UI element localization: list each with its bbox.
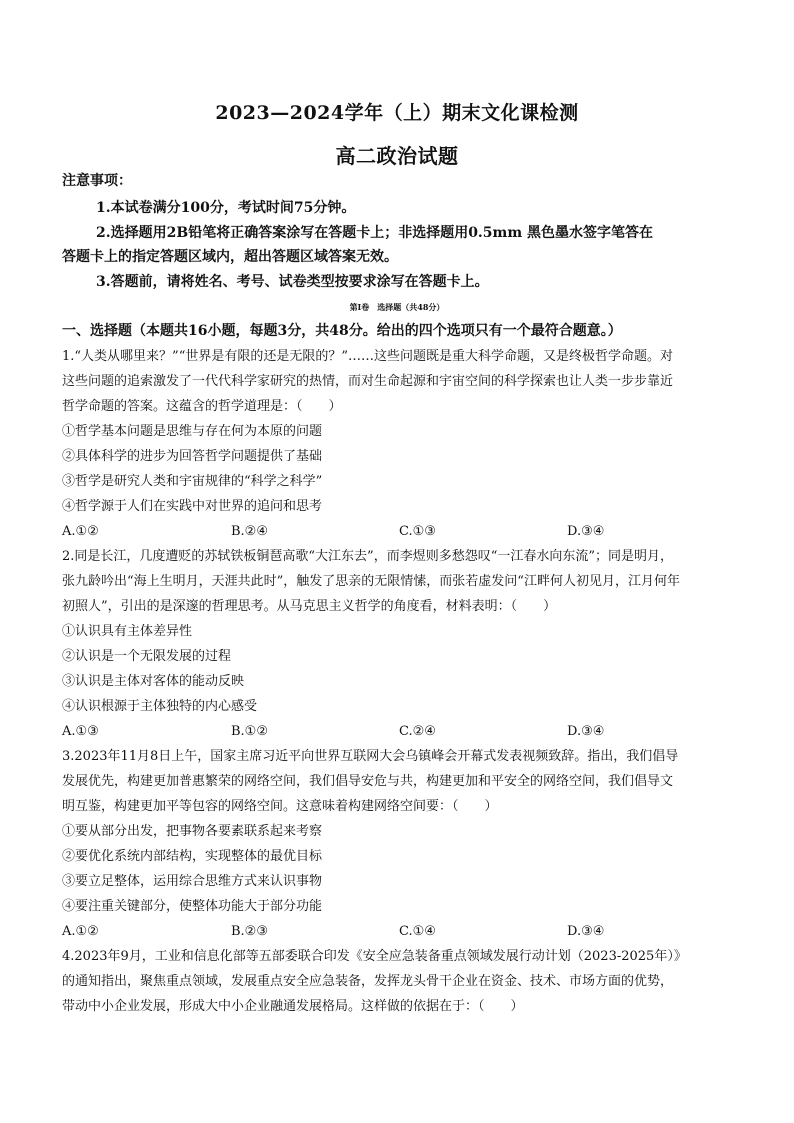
question-stem: 带动中小企业发展，形成大中小企业融通发展格局。这样做的依据在于：（ ）: [62, 999, 524, 1014]
question-stem: 的通知指出，聚焦重点领域，发展重点安全应急装备，发挥龙头骨干企业在资金、技术、市场方面的优势，: [62, 974, 674, 989]
answer-choice-a: A.①②: [62, 924, 99, 939]
statement-option: ①哲学基本问题是思维与存在何为本原的问题: [62, 424, 323, 439]
answer-choice-d: D.③④: [567, 724, 605, 739]
statement-option: ①要从部分出发，把事物各要素联系起来考察: [62, 824, 323, 839]
statement-option: ①认识具有主体差异性: [62, 624, 193, 639]
answer-choice-c: C.①④: [399, 924, 436, 939]
part-title: 一、选择题（本题共16小题，每题3分，共48分。给出的四个选项只有一个最符合题意。）: [62, 323, 622, 339]
question-stem: 这些问题的追索激发了一代代科学家研究的热情，而对生命起源和宇宙空间的科学探索也让人类一步步靠近: [62, 374, 674, 389]
statement-option: ③要立足整体，运用综合思维方式来认识事物: [62, 874, 323, 889]
question-stem: 张九龄吟出“海上生明月，天涯共此时”，触发了思亲的无限情愫，而张若虚发问“江畔何人初见月，江月何年: [62, 574, 680, 589]
statement-option: ②要优化系统内部结构，实现整体的最优目标: [62, 849, 323, 864]
answer-choice-a: A.①③: [62, 724, 99, 739]
statement-option: ③哲学是研究人类和宇宙规律的“科学之科学”: [62, 474, 323, 489]
statement-option: ④认识根源于主体独特的内心感受: [62, 699, 258, 714]
question-stem: 2.同是长江，几度遭贬的苏轼铁板铜琶高歌“大江东去”，而李煜则多愁怨叹“一江春水向东流”；同是明月，: [62, 549, 673, 564]
statement-option: ②认识是一个无限发展的过程: [62, 649, 232, 664]
answer-choice-b: B.①②: [231, 724, 268, 739]
question-stem: 初照人”，引出的是深邃的哲理思考。从马克思主义哲学的角度看，材料表明：（ ）: [62, 599, 557, 614]
exam-subtitle: 高二政治试题: [335, 144, 459, 168]
question-stem: 哲学命题的答案。这蕴含的哲学道理是：（ ）: [62, 399, 342, 414]
statement-option: ④要注重关键部分，使整体功能大于部分功能: [62, 899, 323, 914]
statement-option: ④哲学源于人们在实践中对世界的追问和思考: [62, 499, 323, 514]
question-stem: 明互鉴，构建更加平等包容的网络空间。这意味着构建网络空间要：（ ）: [62, 799, 498, 814]
answer-choice-b: B.②③: [231, 924, 268, 939]
answer-choice-d: D.③④: [567, 524, 605, 539]
notice-item: 3.答题前，请将姓名、考号、试卷类型按要求涂写在答题卡上。: [96, 274, 489, 290]
notice-heading: 注意事项：: [62, 173, 132, 189]
notice-item: 2.选择题用2B铅笔将正确答案涂写在答题卡上；非选择题用0.5mm 黑色墨水签字笔答在: [96, 225, 654, 241]
answer-choice-b: B.②④: [231, 524, 268, 539]
notice-item: 1.本试卷满分100分，考试时间75分钟。: [96, 200, 356, 216]
statement-option: ③认识是主体对客体的能动反映: [62, 674, 245, 689]
answer-choice-c: C.①③: [399, 524, 436, 539]
question-stem: 1.“人类从哪里来？”“世界是有限的还是无限的？”……这些问题既是重大科学命题，又是终极哲学命题。对: [62, 349, 673, 364]
volume-title: 第Ⅰ卷 选择题（共48分）: [349, 302, 445, 312]
notice-item: 答题卡上的指定答题区域内，超出答题区域答案无效。: [62, 249, 398, 265]
question-stem: 4.2023年9月，工业和信息化部等五部委联合印发《安全应急装备重点领域发展行动计划（2023-2025年）》: [62, 949, 687, 964]
exam-title: 2023—2024学年（上）期末文化课检测: [215, 102, 579, 124]
question-stem: 3.2023年11月8日上午，国家主席习近平向世界互联网大会乌镇峰会开幕式发表视频致辞。指出，我们倡导: [62, 749, 679, 764]
answer-choice-a: A.①②: [62, 524, 99, 539]
question-stem: 发展优先，构建更加普惠繁荣的网络空间，我们倡导安危与共，构建更加和平安全的网络空间，我们倡导文: [62, 774, 674, 789]
answer-choice-d: D.③④: [567, 924, 605, 939]
statement-option: ②具体科学的进步为回答哲学问题提供了基础: [62, 449, 323, 464]
answer-choice-c: C.②④: [399, 724, 436, 739]
